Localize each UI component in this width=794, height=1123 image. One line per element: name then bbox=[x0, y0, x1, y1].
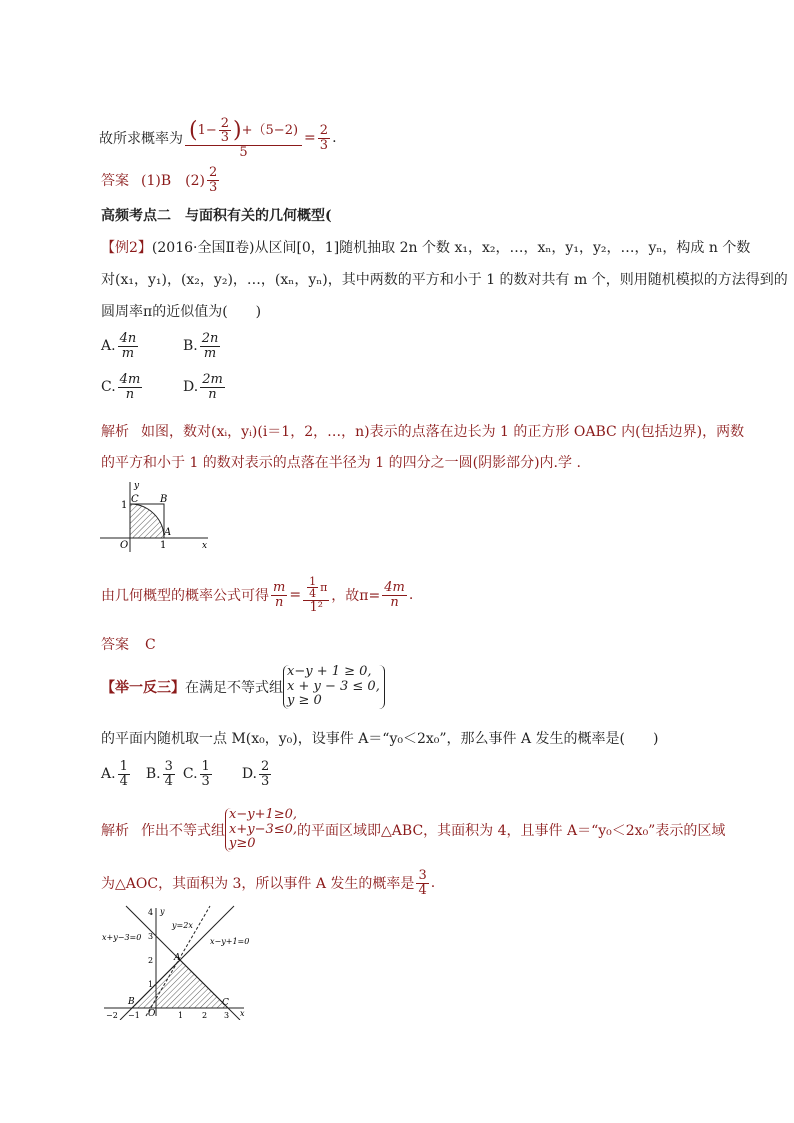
shaded-quarter-circle bbox=[130, 504, 164, 538]
inequality-1: x−y + 1 ≥ 0, bbox=[287, 663, 372, 679]
answer-text: C bbox=[145, 637, 156, 653]
fraction-num: 2 bbox=[319, 122, 329, 138]
choice-label: B. bbox=[145, 766, 161, 782]
fraction-den: 4 bbox=[119, 773, 128, 789]
fraction-den: 4 bbox=[418, 882, 427, 898]
x-tick-3: 3 bbox=[224, 1011, 230, 1020]
choice-d[interactable] bbox=[242, 760, 273, 788]
inequality-system bbox=[283, 665, 385, 710]
triangle-abc bbox=[132, 960, 228, 1008]
choice-label: C. bbox=[182, 766, 198, 782]
fraction-num: 2 bbox=[208, 164, 218, 180]
y-tick-1: 1 bbox=[148, 980, 154, 989]
numerator-right: +（5−2) bbox=[241, 122, 299, 138]
result-fraction bbox=[382, 581, 407, 609]
solution-prefix: 作出不等式组 bbox=[141, 823, 225, 839]
answer-label: 答案 bbox=[101, 173, 129, 189]
fraction-num: 2m bbox=[202, 372, 223, 387]
result-fraction bbox=[318, 124, 330, 152]
choice-b[interactable] bbox=[183, 332, 222, 360]
choice-label: D. bbox=[183, 379, 199, 396]
numerator-left: 1− bbox=[197, 122, 217, 138]
fraction-num: 3 bbox=[418, 867, 427, 883]
formula-prefix: 由几何概型的概率公式可得 bbox=[101, 588, 269, 604]
origin-label: O bbox=[120, 540, 129, 551]
choice-fraction bbox=[163, 760, 175, 788]
choice-a[interactable] bbox=[101, 760, 132, 788]
result-prefix: 故所求概率为 bbox=[99, 131, 183, 147]
example-2-line-2: 对(x₁，y₁)，(x₂，y₂)，…，(xₙ，yₙ)，其中两数的平方和小于 1 的数对共有 m 个，则用随机模拟的方法得到的 bbox=[101, 272, 788, 288]
inequality-2: x + y − 3 ≤ 0, bbox=[287, 678, 380, 694]
fraction-den: 3 bbox=[220, 130, 230, 146]
pi-fraction bbox=[303, 576, 329, 615]
answer-2 bbox=[101, 634, 156, 654]
choices-3 bbox=[101, 757, 273, 791]
answer-label: 答案 bbox=[101, 637, 129, 653]
solution-label: 解析 bbox=[101, 424, 129, 440]
fraction-num: 2n bbox=[201, 331, 219, 346]
x-label: x bbox=[202, 541, 208, 551]
fraction-num: 3 bbox=[164, 758, 173, 774]
point-c-label: C bbox=[222, 998, 229, 1008]
m-over-n bbox=[271, 581, 287, 609]
fraction-num: 2 bbox=[261, 758, 270, 774]
quarter-circle-figure bbox=[96, 478, 214, 554]
point-b-label: B bbox=[160, 494, 168, 505]
inequality-1: x−y+1≥0, bbox=[229, 806, 298, 822]
fraction-den: n bbox=[390, 594, 399, 610]
example-3-line-2: 的平面内随机取一点 M(x₀，y₀)，设事件 A＝“y₀＜2x₀”，那么事件 A 发生的概率是( ) bbox=[101, 731, 659, 747]
fraction-num: 1 bbox=[309, 574, 317, 588]
fraction-den: 3 bbox=[208, 179, 218, 195]
big-fraction-denominator: 5 bbox=[239, 144, 248, 160]
point-b-label: B bbox=[128, 997, 135, 1007]
answer-text: (1)B (2) bbox=[141, 173, 205, 189]
point-c-label: C bbox=[131, 494, 139, 505]
solution-suffix: 的平面区域即△ABC，其面积为 4，且事件 A＝“y₀＜2x₀”表示的区域 bbox=[297, 823, 726, 839]
answer-1 bbox=[101, 164, 221, 196]
equals-sign: = bbox=[304, 130, 316, 146]
y-label: y bbox=[160, 907, 165, 916]
fraction-num: 4m bbox=[384, 579, 405, 595]
x-tick-neg1: −1 bbox=[128, 1011, 140, 1020]
choice-label: A. bbox=[101, 766, 116, 782]
one-quarter bbox=[307, 576, 318, 600]
inequality-region-figure bbox=[100, 904, 250, 1020]
origin-label: O bbox=[148, 1009, 156, 1019]
point-a-label: A bbox=[174, 953, 181, 963]
x-tick-1: 1 bbox=[178, 1011, 184, 1020]
pi-symbol: π bbox=[320, 580, 328, 594]
big-fraction-numerator: ( 1− $\frac{2}{3}$ ) +（5−2) bbox=[185, 117, 302, 146]
fraction-den: n bbox=[274, 594, 284, 610]
pi-fraction-denominator: 1² bbox=[309, 599, 323, 615]
choice-fraction bbox=[200, 332, 221, 360]
x-label: x bbox=[240, 1009, 245, 1018]
example-2-line-3: 圆周率π的近似值为( ) bbox=[101, 304, 262, 320]
fraction-num: 1 bbox=[201, 758, 210, 774]
choice-label: A. bbox=[101, 338, 116, 355]
y-one-label: 1 bbox=[121, 500, 128, 511]
probability-fraction bbox=[416, 869, 428, 897]
formula-end: . bbox=[408, 587, 414, 603]
choice-label: C. bbox=[101, 379, 116, 396]
y-tick-4: 4 bbox=[148, 908, 154, 917]
choice-c[interactable] bbox=[183, 760, 214, 788]
example-2-line-1 bbox=[101, 237, 750, 257]
fraction-den: 4 bbox=[164, 773, 173, 789]
formula-line bbox=[101, 564, 413, 626]
section-heading: 高频考点二 与面积有关的几何概型( bbox=[101, 208, 332, 224]
choice-fraction bbox=[200, 373, 225, 401]
inequality-2: x+y−3≤0, bbox=[229, 821, 298, 837]
choice-fraction bbox=[118, 373, 143, 401]
solution-text: 为△AOC，其面积为 3，所以事件 A 发生的概率是 bbox=[101, 876, 415, 892]
inequality-system bbox=[225, 808, 297, 853]
solution-3-line-1 bbox=[101, 800, 725, 860]
choice-b[interactable] bbox=[146, 760, 177, 788]
fraction-num: 4n bbox=[119, 331, 137, 346]
fraction-den: 3 bbox=[261, 773, 270, 789]
fraction-num: 1 bbox=[119, 758, 128, 774]
big-fraction bbox=[185, 117, 302, 160]
fraction-den: 3 bbox=[201, 773, 210, 789]
example-text: (2016·全国Ⅱ卷)从区间[0，1]随机抽取 2n 个数 x₁，x₂，…，xₙ，y₁，y₂，…，yₙ，构成 n 个数 bbox=[151, 240, 751, 256]
choice-fraction bbox=[118, 332, 139, 360]
equals-sign: = bbox=[289, 587, 302, 603]
example-3-line-1 bbox=[101, 664, 385, 710]
y-tick-2: 2 bbox=[148, 956, 154, 965]
inequality-3: y ≥ 0 bbox=[287, 693, 322, 709]
fraction-num: 2 bbox=[220, 115, 230, 131]
inequality-3: y≥0 bbox=[229, 836, 256, 852]
fraction-den: m bbox=[121, 345, 135, 361]
solution-text: 如图，数对(xᵢ，yᵢ)(i＝1，2，…，n)表示的点落在边长为 1 的正方形 OABC 内(包括边界)，两数 bbox=[141, 424, 745, 440]
point-a-label: A bbox=[164, 527, 172, 538]
example-prefix: 在满足不等式组 bbox=[185, 680, 283, 696]
x-tick-2: 2 bbox=[202, 1011, 208, 1020]
y-label: y bbox=[134, 481, 140, 491]
choice-d[interactable] bbox=[183, 373, 227, 401]
choice-label: B. bbox=[183, 338, 198, 355]
solution-end: . bbox=[430, 875, 436, 891]
answer-fraction bbox=[207, 166, 219, 194]
pi-fraction-numerator bbox=[303, 576, 329, 601]
choice-c[interactable] bbox=[101, 373, 144, 401]
fraction-den: n bbox=[125, 386, 135, 402]
probability-result-line: 故所求概率为 ( 1− $\frac{2}{3}$ ) +（5−2) 5 = $\frac{2}{3}$ . bbox=[99, 115, 337, 160]
fraction-num: 4m bbox=[119, 372, 141, 387]
y-tick-3: 3 bbox=[148, 932, 154, 941]
formula-mid: ，故π= bbox=[331, 588, 381, 604]
fraction-den: n bbox=[208, 386, 217, 402]
fraction-den: 4 bbox=[309, 587, 317, 601]
x-one-label: 1 bbox=[160, 540, 167, 551]
line-label-3: x−y+1=0 bbox=[210, 937, 250, 946]
line-label-1: x+y−3=0 bbox=[102, 933, 142, 942]
solution-3-line-2 bbox=[101, 866, 435, 900]
choice-fraction bbox=[259, 760, 271, 788]
choice-label: D. bbox=[241, 766, 258, 782]
solution-2-line-2: 的平方和小于 1 的数对表示的点落在半径为 1 的四分之一圆(阴影部分)内.学 . bbox=[101, 455, 581, 471]
solution-2-line-1 bbox=[101, 421, 744, 441]
choice-a[interactable] bbox=[101, 332, 140, 360]
example-label: 【例2】 bbox=[101, 240, 152, 256]
fraction-num: m bbox=[273, 579, 286, 595]
choice-fraction bbox=[200, 760, 212, 788]
two-thirds-fraction bbox=[219, 117, 231, 145]
fraction-den: 3 bbox=[319, 137, 329, 153]
x-tick-neg2: −2 bbox=[106, 1011, 118, 1020]
fraction-den: m bbox=[203, 345, 217, 361]
example-label: 【举一反三】 bbox=[101, 680, 185, 696]
choice-fraction bbox=[118, 760, 130, 788]
solution-label: 解析 bbox=[101, 823, 129, 839]
line-label-2: y=2x bbox=[172, 921, 193, 930]
